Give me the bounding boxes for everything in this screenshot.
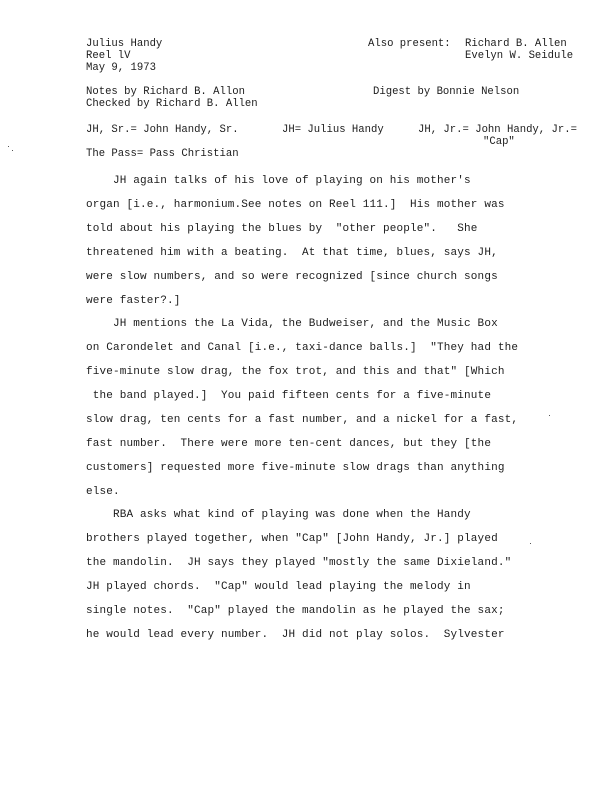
body-line: JH mentions the La Vida, the Budweiser, and the Music Box: [86, 318, 498, 330]
interviewee-name: Julius Handy: [86, 38, 163, 50]
scan-speck: [549, 415, 550, 416]
body-line: told about his playing the blues by "other people". She: [86, 223, 478, 235]
body-line: the mandolin. JH says they played "mostly the same Dixieland.": [86, 557, 512, 569]
body-line: he would lead every number. JH did not play solos. Sylvester: [86, 629, 505, 641]
notes-by: Notes by Richard B. Allon: [86, 86, 245, 98]
body-line: RBA asks what kind of playing was done when the Handy: [86, 509, 471, 521]
body-line: threatened him with a beating. At that time, blues, says JH,: [86, 247, 498, 259]
interview-date: May 9, 1973: [86, 62, 156, 74]
body-line: on Carondelet and Canal [i.e., taxi-dance balls.] "They had the: [86, 342, 519, 354]
body-line: five-minute slow drag, the fox trot, and this and that" [Which: [86, 366, 505, 378]
abbrev-jh: JH= Julius Handy: [282, 124, 384, 136]
present-name-1: Richard B. Allen: [465, 38, 567, 50]
body-line: JH played chords. "Cap" would lead playing the melody in: [86, 581, 471, 593]
body-line: else.: [86, 486, 120, 498]
body-line: organ [i.e., harmonium.See notes on Reel 111.] His mother was: [86, 199, 505, 211]
body-line: were faster?.]: [86, 295, 181, 307]
scan-speck: [530, 543, 531, 544]
body-line: single notes. "Cap" played the mandolin as he played the sax;: [86, 605, 505, 617]
body-line: the band played.] You paid fifteen cents for a five-minute: [86, 390, 492, 402]
present-name-2: Evelyn W. Seidule: [465, 50, 574, 62]
digest-by: Digest by Bonnie Nelson: [373, 86, 520, 98]
reel-number: Reel lV: [86, 50, 131, 62]
scan-speck: [12, 150, 13, 151]
body-line: fast number. There were more ten-cent dances, but they [the: [86, 438, 492, 450]
abbrev-pass: The Pass= Pass Christian: [86, 148, 239, 160]
scan-speck: [8, 146, 9, 147]
body-line: customers] requested more five-minute slow drags than anything: [86, 462, 505, 474]
body-line: were slow numbers, and so were recognized [since church songs: [86, 271, 498, 283]
abbrev-jh-sr: JH, Sr.= John Handy, Sr.: [86, 124, 239, 136]
checked-by: Checked by Richard B. Allen: [86, 98, 258, 110]
abbrev-jh-jr: JH, Jr.= John Handy, Jr.=: [418, 124, 577, 136]
also-present-label: Also present:: [368, 38, 451, 50]
body-line: JH again talks of his love of playing on his mother's: [86, 175, 471, 187]
body-line: brothers played together, when "Cap" [John Handy, Jr.] played: [86, 533, 498, 545]
body-line: slow drag, ten cents for a fast number, and a nickel for a fast,: [86, 414, 519, 426]
abbrev-cap: "Cap": [483, 136, 515, 148]
